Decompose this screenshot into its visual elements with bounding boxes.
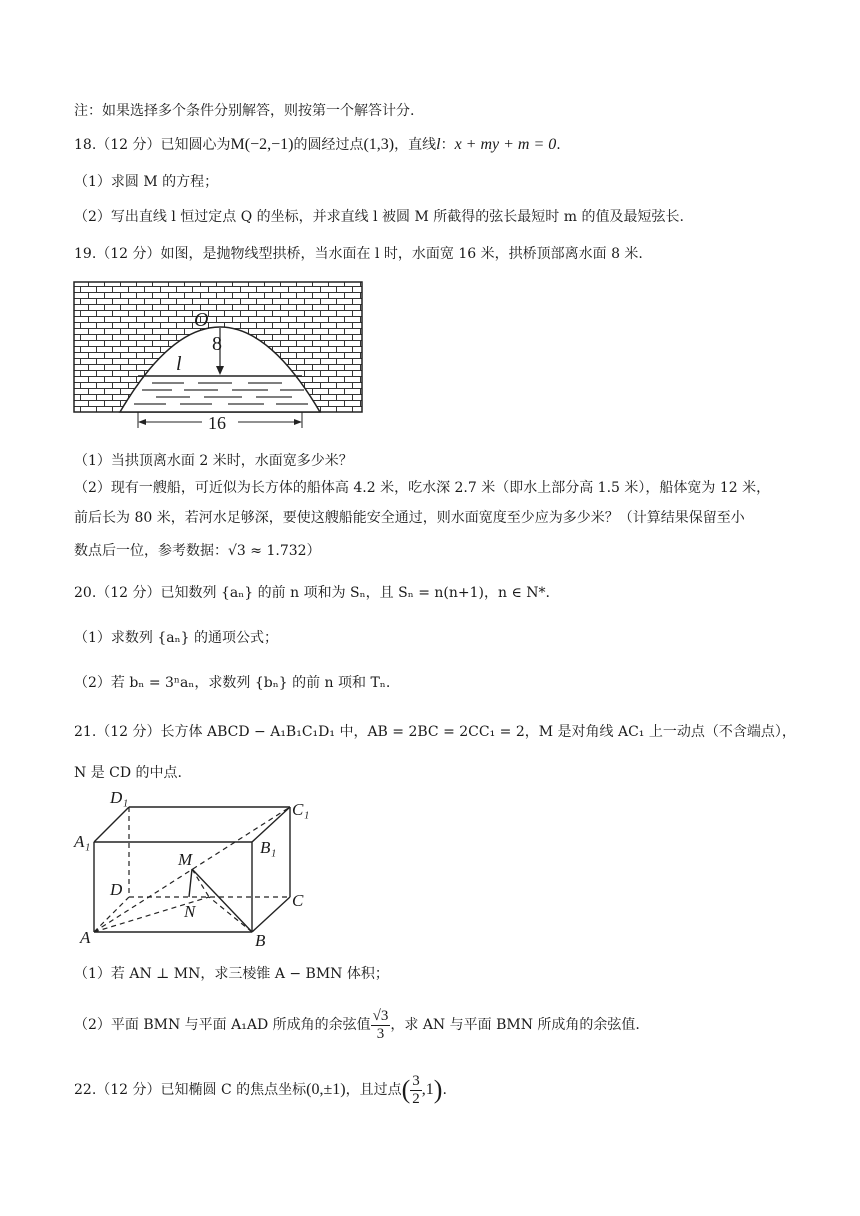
q18-part2: （2）写出直线 l 恒过定点 Q 的坐标，并求直线 l 被圆 M 所截得的弦长最短时 m 的值及最短弦长.	[74, 209, 684, 225]
q21-stem-line2: N 是 CD 的中点.	[74, 765, 182, 781]
vertex-C: C	[292, 891, 304, 910]
q21-part1: （1）若 AN ⊥ MN，求三棱锥 A − BMN 体积；	[74, 966, 389, 982]
q18-part1: （1）求圆 M 的方程；	[74, 174, 219, 190]
vertex-B1: B₁	[260, 838, 277, 857]
vertex-A1: A₁	[74, 832, 91, 851]
water-width-label: 16	[208, 413, 226, 430]
point-N: N	[184, 902, 196, 921]
vertex-D: D	[110, 880, 123, 899]
q21-stem: 21.（12 分）长方体 ABCD − A₁B₁C₁D₁ 中，AB = 2BC = 2CC₁ = 2，M 是对角线 AC₁ 上一动点（不含端点），	[74, 724, 796, 740]
arch-height-label: 8	[212, 333, 222, 355]
point-M: M	[178, 850, 193, 869]
vertex-C1: C₁	[292, 800, 310, 819]
q21-part2: （2）平面 BMN 与平面 A₁AD 所成角的余弦值 $\frac{√3}{3}$ ，求 AN 与平面 BMN 所成角的余弦值.	[74, 1007, 640, 1042]
q20-part2: （2）若 bₙ = 3ⁿaₙ，求数列 {bₙ} 的前 n 项和 Tₙ.	[74, 675, 391, 691]
point-fraction: $\frac{3}{2}$	[412, 1072, 420, 1107]
vertex-D1: D₁	[110, 788, 129, 807]
q19-part2-line1: （2）现有一艘船，可近似为长方体的船体高 4.2 米，吃水深 2.7 米（即水上部分高 1.5 米），船体宽为 12 米，	[74, 480, 771, 496]
q19-stem: 19.（12 分）如图，是抛物线型拱桥，当水面在 l 时，水面宽 16 米，拱桥顶部离水面 8 米.	[74, 246, 643, 262]
vertex-A: A	[80, 928, 91, 947]
q19-part1: （1）当拱顶离水面 2 米时，水面宽多少米？	[74, 453, 353, 469]
note-text: 注：如果选择多个条件分别解答，则按第一个解答计分.	[74, 103, 415, 119]
q19-part2-line2: 前后长为 80 米，若河水足够深，要使这艘船能安全通过，则水面宽度至少应为多少米？（计算结果保留至小	[74, 510, 745, 526]
arch-bridge-figure	[72, 280, 364, 430]
q18-stem: 18.（12 分）已知圆心为M(−2,−1)的圆经过点(1,3)，直线l：x + my + m = 0.	[74, 136, 561, 153]
cuboid-figure	[72, 785, 312, 950]
q19-part2-line3: 数点后一位，参考数据：√3 ≈ 1.732）	[74, 543, 321, 559]
arch-top-label: O	[194, 309, 209, 331]
q22-stem: 22.（12 分）已知椭圆 C 的焦点坐标(0,±1)，且过点( $\frac{3}{2}$ ,1).	[74, 1072, 447, 1107]
water-line-label: l	[176, 353, 182, 375]
q20-stem: 20.（12 分）已知数列 {aₙ} 的前 n 项和为 Sₙ，且 Sₙ = n(n+1)，n ∈ N*.	[74, 585, 550, 601]
vertex-B: B	[255, 931, 266, 950]
cosine-fraction: $\frac{√3}{3}$	[372, 1007, 389, 1042]
q20-part1: （1）求数列 {aₙ} 的通项公式；	[74, 630, 279, 646]
